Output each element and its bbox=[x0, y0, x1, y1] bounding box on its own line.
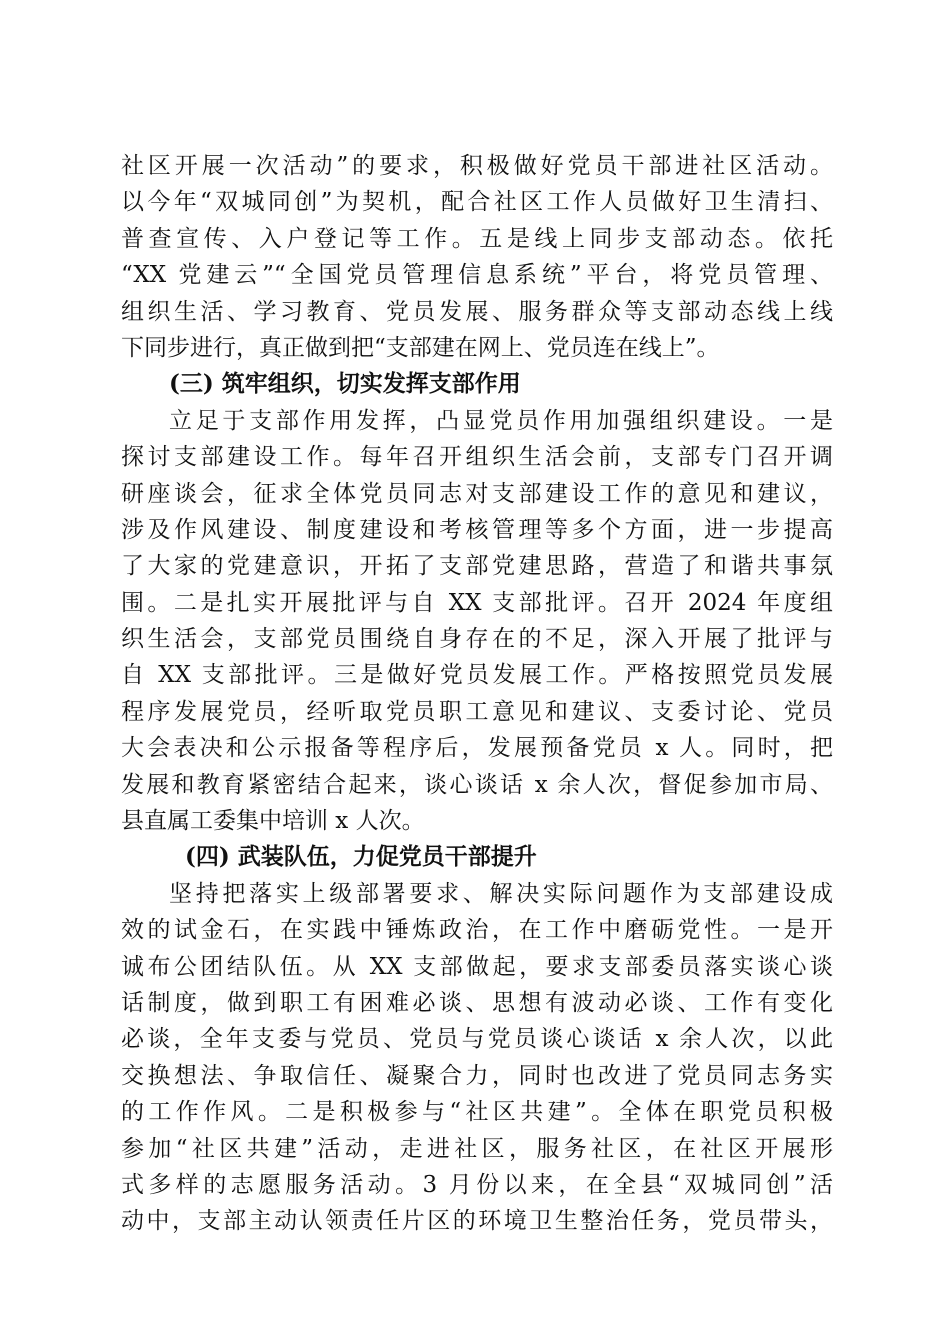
paragraph-line: 坚持把落实上级部署要求、解决实际问题作为支部建设成 bbox=[169, 880, 833, 907]
paragraph-line: 交换想法、争取信任、凝聚合力，同时也改进了党员同志务实 bbox=[121, 1062, 833, 1089]
paragraph-line: 以今年“双城同创”为契机，配合社区工作人员做好卫生清扫、 bbox=[121, 189, 833, 216]
paragraph-line: 县直属工委集中培训 x 人次。 bbox=[121, 808, 425, 835]
paragraph-line: 普查宣传、入户登记等工作。五是线上同步支部动态。依托 bbox=[121, 225, 833, 252]
paragraph-line: 参加“社区共建”活动，走进社区，服务社区，在社区开展形 bbox=[121, 1135, 833, 1162]
paragraph-line: 话制度，做到职工有困难必谈、思想有波动必谈、工作有变化 bbox=[121, 989, 833, 1016]
paragraph-line: 的工作作风。二是积极参与“社区共建”。全体在职党员积极 bbox=[121, 1099, 833, 1126]
paragraph-line: 立足于支部作用发挥，凸显党员作用加强组织建设。一是 bbox=[169, 407, 833, 434]
section-heading-3: (三) 筑牢组织，切实发挥支部作用 bbox=[169, 370, 521, 398]
paragraph-line: 组织生活、学习教育、党员发展、服务群众等支部动态线上线 bbox=[121, 298, 833, 325]
paragraph-line: 必谈，全年支委与党员、党员与党员谈心谈话 x 余人次，以此 bbox=[121, 1026, 833, 1053]
paragraph-line: 涉及作风建设、制度建设和考核管理等多个方面，进一步提高 bbox=[121, 516, 833, 543]
paragraph-line: 大会表决和公示报备等程序后，发展预备党员 x 人。同时，把 bbox=[121, 735, 833, 762]
paragraph-line: 发展和教育紧密结合起来，谈心谈话 x 余人次，督促参加市局、 bbox=[121, 771, 833, 798]
paragraph-line: 自 XX 支部批评。三是做好党员发展工作。严格按照党员发展 bbox=[121, 662, 833, 689]
paragraph-line: 研座谈会，征求全体党员同志对支部建设工作的意见和建议， bbox=[121, 480, 833, 507]
paragraph-line: 程序发展党员，经听取党员职工意见和建议、支委讨论、党员 bbox=[121, 698, 833, 725]
paragraph-line: 下同步进行，真正做到把“支部建在网上、党员连在线上”。 bbox=[121, 334, 720, 361]
paragraph-line: 织生活会，支部党员围绕自身存在的不足，深入开展了批评与 bbox=[121, 626, 833, 653]
paragraph-line: 效的试金石，在实践中锤炼政治，在工作中磨砺党性。一是开 bbox=[121, 917, 833, 944]
paragraph-line: 动中，支部主动认领责任片区的环境卫生整治任务，党员带头， bbox=[121, 1208, 833, 1235]
paragraph-line: 围。二是扎实开展批评与自 XX 支部批评。召开 2024 年度组 bbox=[121, 589, 833, 616]
paragraph-line: 探讨支部建设工作。每年召开组织生活会前，支部专门召开调 bbox=[121, 444, 833, 471]
paragraph-line: 社区开展一次活动”的要求，积极做好党员干部进社区活动。 bbox=[121, 153, 833, 179]
paragraph-line: “XX 党建云”“全国党员管理信息系统”平台，将党员管理、 bbox=[121, 262, 833, 289]
paragraph-line: 式多样的志愿服务活动。3 月份以来，在全县“双城同创”活 bbox=[121, 1171, 833, 1198]
paragraph-line: 诚布公团结队伍。从 XX 支部做起，要求支部委员落实谈心谈 bbox=[121, 953, 833, 980]
paragraph-line: 了大家的党建意识，开拓了支部党建思路，营造了和谐共事氛 bbox=[121, 553, 833, 580]
document-body bbox=[121, 148, 833, 1240]
section-heading-4: (四) 武装队伍，力促党员干部提升 bbox=[185, 843, 537, 871]
